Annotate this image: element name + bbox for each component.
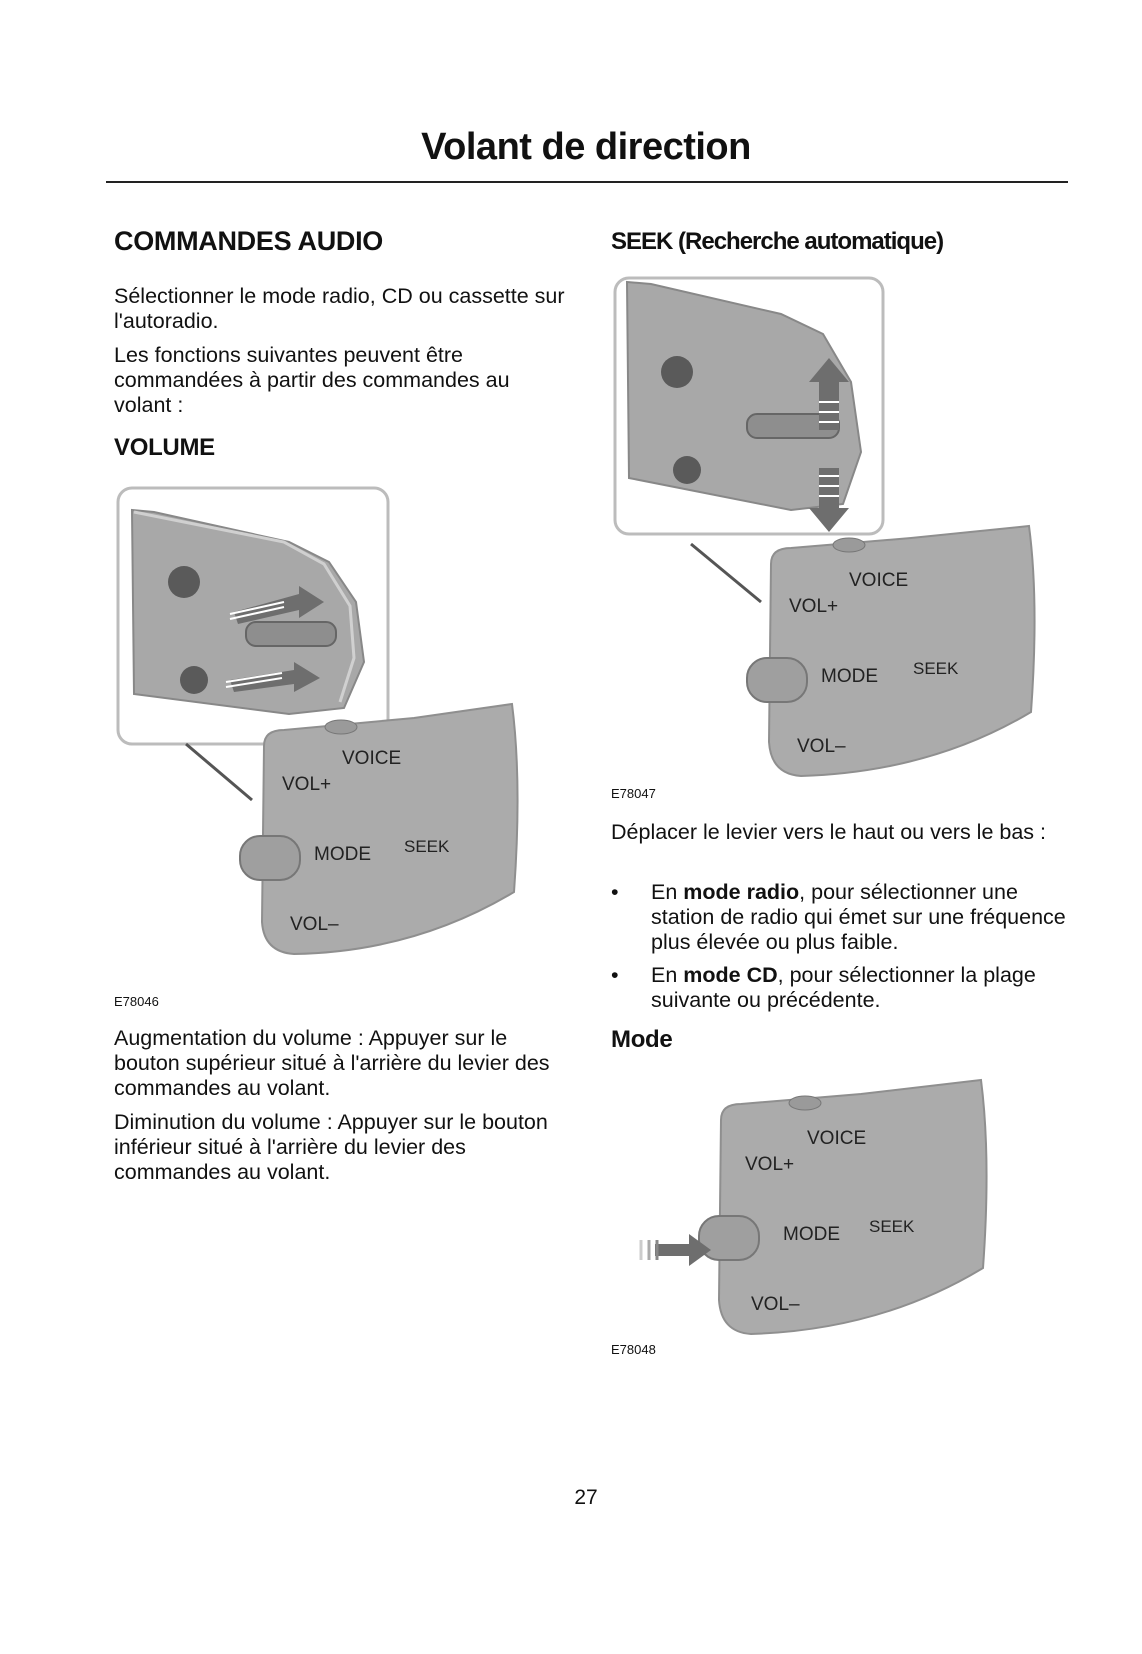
- volume-down-paragraph: Diminution du volume : Appuyer sur le bouton inférieur situé à l'arrière du levier des commandes au volant.: [114, 1110, 548, 1184]
- label-seek: SEEK: [869, 1217, 915, 1236]
- bullet-marker: •: [611, 880, 619, 904]
- mode-button-shape: [699, 1216, 759, 1260]
- label-vol-minus: VOL–: [290, 914, 339, 935]
- label-vol-plus: VOL+: [745, 1154, 795, 1175]
- seek-bullet-radio: • En mode radio, pour sélectionner une station de radio qui émet sur une fréquence plus élevée ou plus faible.: [611, 880, 1066, 954]
- page-number: 27: [574, 1486, 598, 1509]
- volume-heading: VOLUME: [114, 434, 215, 461]
- intro-paragraph-1: Sélectionner le mode radio, CD ou cassette sur l'autoradio.: [114, 284, 565, 333]
- left-column: [114, 226, 566, 257]
- lever-hole-bottom: [180, 666, 208, 694]
- mode-heading: Mode: [611, 1026, 673, 1053]
- volume-up-paragraph: Augmentation du volume : Appuyer sur le bouton supérieur situé à l'arrière du levier des commandes au volant.: [114, 1026, 550, 1100]
- volume-callout-line: [186, 744, 252, 800]
- label-mode: MODE: [783, 1224, 840, 1245]
- label-vol-minus: VOL–: [797, 736, 846, 757]
- seek-control-pad: [747, 526, 1035, 776]
- label-seek: SEEK: [404, 837, 450, 856]
- volume-figure: [114, 482, 554, 1002]
- seek-bullet-cd: • En mode CD, pour sélectionner la plage suivante ou précédente.: [611, 963, 1036, 1012]
- top-nub: [789, 1096, 821, 1110]
- top-nub: [833, 538, 865, 552]
- label-voice: VOICE: [807, 1128, 867, 1149]
- label-voice: VOICE: [849, 570, 909, 591]
- lever-hole-top: [168, 566, 200, 598]
- seek-figure-code: E78047: [611, 786, 656, 801]
- lever-hole-top: [661, 356, 693, 388]
- volume-control-pad: [240, 704, 518, 954]
- label-mode: MODE: [821, 666, 878, 687]
- bold-mode-cd: mode CD: [683, 963, 778, 987]
- label-mode: MODE: [314, 844, 371, 865]
- title-divider: [106, 181, 1068, 183]
- lever-hole-bottom: [673, 456, 701, 484]
- label-voice: VOICE: [342, 748, 402, 769]
- bullet-marker: •: [611, 963, 619, 987]
- mode-figure-code: E78048: [611, 1342, 656, 1357]
- seek-paragraph: Déplacer le levier vers le haut ou vers le bas :: [611, 820, 1046, 844]
- label-seek: SEEK: [913, 659, 959, 678]
- section-heading-commandes-audio: COMMANDES AUDIO: [114, 226, 383, 256]
- seek-heading: SEEK (Recherche automatique): [611, 228, 944, 255]
- page-title: Volant de direction: [421, 126, 751, 168]
- volume-figure-code: E78046: [114, 994, 159, 1009]
- label-vol-minus: VOL–: [751, 1294, 800, 1315]
- top-nub: [325, 720, 357, 734]
- mode-figure: [611, 1068, 1041, 1348]
- intro-paragraph-2: Les fonctions suivantes peuvent être commandées à partir des commandes au volant :: [114, 343, 510, 417]
- seek-callout-line: [691, 544, 761, 602]
- lever-stalk: [246, 622, 336, 646]
- seek-figure: [611, 272, 1041, 792]
- label-vol-plus: VOL+: [789, 596, 839, 617]
- bold-mode-radio: mode radio: [683, 880, 800, 904]
- mode-button-shape: [240, 836, 300, 880]
- mode-button-shape: [747, 658, 807, 702]
- mode-control-pad: [699, 1080, 987, 1334]
- seek-bullet-list: [611, 880, 1071, 1021]
- label-vol-plus: VOL+: [282, 774, 332, 795]
